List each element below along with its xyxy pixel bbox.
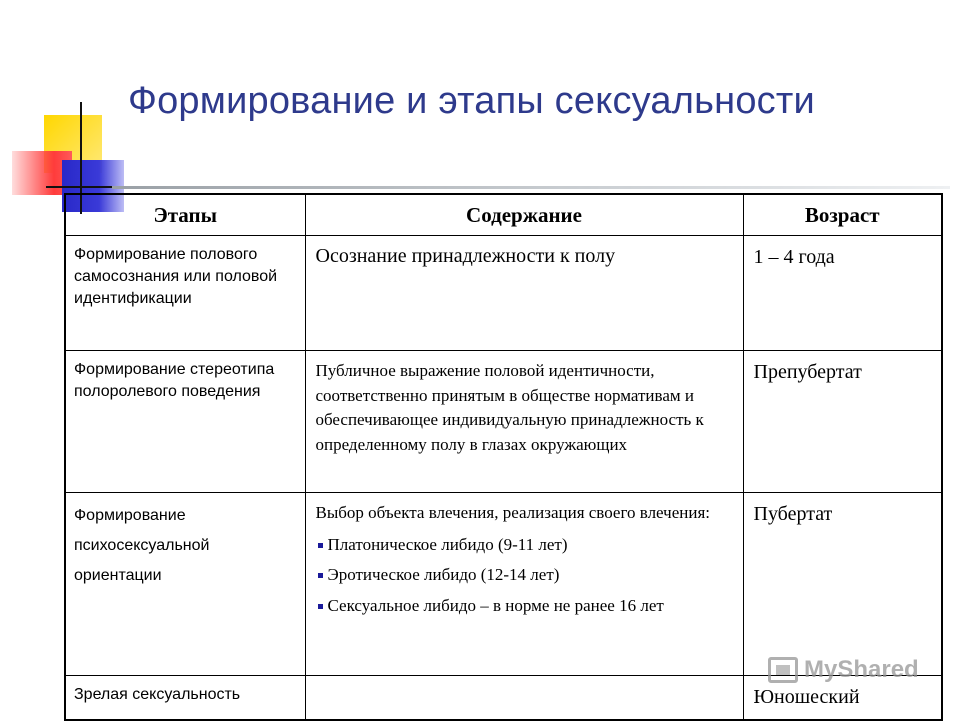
title-underline (112, 186, 950, 189)
header-row (65, 194, 942, 236)
table-row (65, 351, 942, 493)
stage-cell: Формирование психосексуальной ориентации (65, 493, 305, 676)
header-content: Содержание (305, 194, 743, 236)
list-item: Платоническое либидо (9-11 лет) (316, 533, 733, 558)
slide-title: Формирование и этапы сексуальности (128, 80, 815, 122)
table-row (65, 493, 942, 676)
watermark-text: MyShared (804, 656, 919, 683)
content-cell (305, 676, 743, 721)
content-intro: Выбор объекта влечения, реализация своего влечения: (315, 503, 711, 522)
stage-cell: Формирование полового самосознания или половой идентификации (65, 236, 305, 351)
age-cell: Пубертат (743, 493, 942, 676)
content-cell: Осознание принадлежности к полу (305, 236, 743, 351)
watermark-icon (768, 657, 798, 683)
list-item: Эротическое либидо (12-14 лет) (316, 563, 733, 588)
libido-list (316, 533, 733, 619)
stage-cell: Формирование стереотипа полоролевого поведения (65, 351, 305, 493)
header-age: Возраст (743, 194, 942, 236)
list-item: Сексуальное либидо – в норме не ранее 16 лет (316, 594, 733, 619)
table-row (65, 236, 942, 351)
age-cell: Препубертат (743, 351, 942, 493)
age-cell: Юношеский (743, 676, 942, 721)
age-cell: 1 – 4 года (743, 236, 942, 351)
header-stages: Этапы (65, 194, 305, 236)
content-cell (305, 493, 743, 676)
watermark (768, 656, 919, 684)
stages-table (64, 193, 943, 721)
stage-cell: Зрелая сексуальность (65, 676, 305, 721)
content-cell: Публичное выражение половой идентичности, соответственно принятым в обществе нормативам и обеспечивающее индивидуальную принадлежность к определенному полу в глазах окружающих (305, 351, 743, 493)
